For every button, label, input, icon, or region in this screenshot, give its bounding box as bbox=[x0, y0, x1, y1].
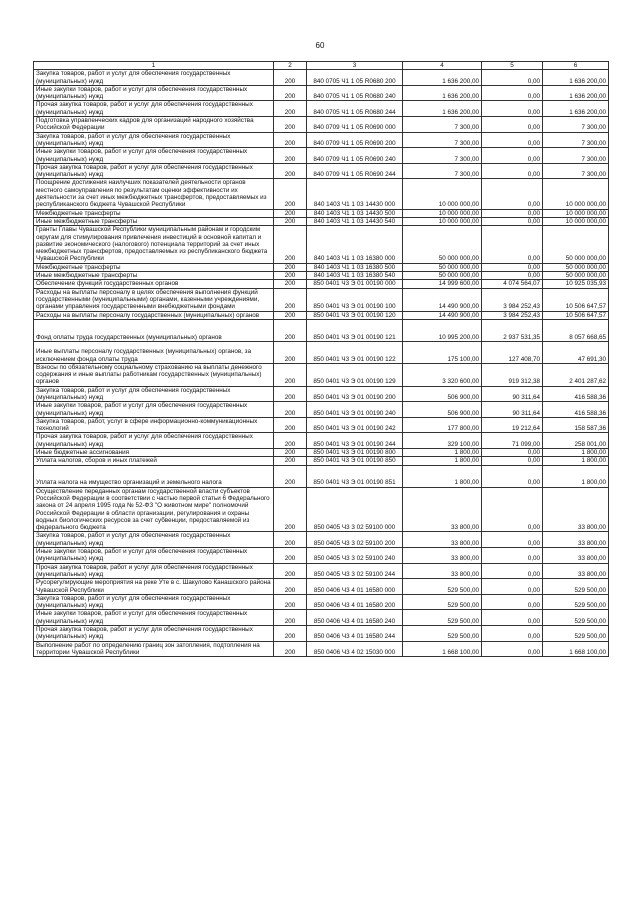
row-code-cell: 200 bbox=[274, 594, 307, 610]
row-classifier-cell: 840 0709 Ч1 1 05 R0690 240 bbox=[307, 148, 403, 164]
row-plan-cell: 1 800,00 bbox=[403, 449, 482, 457]
row-executed-cell: 0,00 bbox=[482, 132, 543, 148]
table-row bbox=[34, 148, 609, 164]
row-code-cell: 200 bbox=[274, 363, 307, 386]
row-name-cell: Иные выплаты персоналу государственных (муниципальных) органов, за исключением фонда оплаты труда bbox=[34, 341, 274, 363]
row-plan-cell: 175 100,00 bbox=[403, 341, 482, 363]
row-name-cell: Закупка товаров, работ и услуг для обеспечения государственных (муниципальных) нужд bbox=[34, 594, 274, 610]
row-plan-cell: 1 636 200,00 bbox=[403, 70, 482, 86]
header-cell: 5 bbox=[482, 62, 543, 70]
row-remaining-cell: 7 300,00 bbox=[543, 148, 609, 164]
row-plan-cell: 506 900,00 bbox=[403, 402, 482, 418]
row-code-cell: 200 bbox=[274, 417, 307, 433]
table-row bbox=[34, 263, 609, 271]
row-classifier-cell: 840 1403 Ч1 1 03 16380 540 bbox=[307, 272, 403, 280]
row-code-cell: 200 bbox=[274, 217, 307, 225]
row-classifier-cell: 840 0705 Ч1 1 05 R0680 200 bbox=[307, 70, 403, 86]
row-plan-cell: 50 000 000,00 bbox=[403, 272, 482, 280]
row-code-cell: 200 bbox=[274, 70, 307, 86]
row-classifier-cell: 850 0406 Ч3 4 01 16580 240 bbox=[307, 610, 403, 626]
row-classifier-cell: 850 0406 Ч3 4 01 16580 200 bbox=[307, 594, 403, 610]
row-plan-cell: 33 800,00 bbox=[403, 487, 482, 532]
row-executed-cell: 0,00 bbox=[482, 579, 543, 595]
row-executed-cell: 0,00 bbox=[482, 85, 543, 101]
table-row bbox=[34, 217, 609, 225]
row-name-cell: Иные межбюджетные трансферты bbox=[34, 217, 274, 225]
table-row bbox=[34, 341, 609, 363]
page-number: 60 bbox=[315, 41, 325, 50]
table-row bbox=[34, 163, 609, 179]
row-remaining-cell: 33 800,00 bbox=[543, 548, 609, 564]
row-code-cell: 200 bbox=[274, 280, 307, 288]
row-executed-cell: 4 074 564,07 bbox=[482, 280, 543, 288]
row-remaining-cell: 1 800,00 bbox=[543, 457, 609, 465]
row-name-cell: Взносы по обязательному социальному страхованию на выплаты денежного содержания и иные выплаты работникам государственных (муниципальных) органов bbox=[34, 363, 274, 386]
row-code-cell: 200 bbox=[274, 263, 307, 271]
row-name-cell: Осуществление переданных органам государственной власти субъектов Российской Федерации в соответствии с частью первой статьи 6 Федерального закона от 24 апреля 1995 года № 52-ФЗ "О животном мире" полномочий Российской Федерации в области организации, регулирования и охраны водных биологических ресурсов за счет субвенции, предоставляемой из федерального бюджета bbox=[34, 487, 274, 532]
row-code-cell: 200 bbox=[274, 117, 307, 133]
row-plan-cell: 1 800,00 bbox=[403, 457, 482, 465]
row-classifier-cell: 850 0405 Ч3 3 02 59100 200 bbox=[307, 532, 403, 548]
row-executed-cell: 3 984 252,43 bbox=[482, 311, 543, 319]
row-plan-cell: 33 800,00 bbox=[403, 532, 482, 548]
budget-table bbox=[33, 61, 609, 657]
row-name-cell: Уплата налогов, сборов и иных платежей bbox=[34, 457, 274, 465]
row-classifier-cell: 840 1403 Ч1 1 03 16380 500 bbox=[307, 263, 403, 271]
row-plan-cell: 50 000 000,00 bbox=[403, 226, 482, 263]
table-row bbox=[34, 641, 609, 657]
row-name-cell: Поощрение достижения наилучших показателей деятельности органов местного самоуправления по результатам оценки эффективности их деятельности за счет иных межбюджетных трансфертов, предоставляемых из республиканского бюджета Чувашской Республики bbox=[34, 179, 274, 209]
row-remaining-cell: 8 057 668,65 bbox=[543, 319, 609, 341]
row-executed-cell: 0,00 bbox=[482, 563, 543, 579]
row-remaining-cell: 7 300,00 bbox=[543, 132, 609, 148]
row-remaining-cell: 33 800,00 bbox=[543, 532, 609, 548]
row-classifier-cell: 850 0405 Ч3 3 02 59100 000 bbox=[307, 487, 403, 532]
row-name-cell: Иные бюджетные ассигнования bbox=[34, 449, 274, 457]
row-executed-cell: 0,00 bbox=[482, 641, 543, 657]
row-plan-cell: 7 300,00 bbox=[403, 148, 482, 164]
row-name-cell: Уплата налога на имущество организаций и земельного налога bbox=[34, 465, 274, 487]
row-remaining-cell: 529 500,00 bbox=[543, 610, 609, 626]
table-body bbox=[34, 70, 609, 657]
row-remaining-cell: 7 300,00 bbox=[543, 163, 609, 179]
row-plan-cell: 529 500,00 bbox=[403, 610, 482, 626]
row-plan-cell: 7 300,00 bbox=[403, 117, 482, 133]
row-name-cell: Гранты Главы Чувашской Республики муниципальным районам и городским округам для стимулирования привлечения инвестиций в основной капитал и развитие экономического (налогового) потенциала территорий за счет иных межбюджетных трансфертов, предоставляемых из республиканского бюджета Чувашской Республики bbox=[34, 226, 274, 263]
row-remaining-cell: 10 000 000,00 bbox=[543, 209, 609, 217]
row-name-cell: Расходы на выплаты персоналу в целях обеспечения выполнения функций государственными (муниципальными) органами, казенными учреждениями, органами управления государственными внебюджетными фондами bbox=[34, 288, 274, 311]
row-plan-cell: 1 668 100,00 bbox=[403, 641, 482, 657]
row-remaining-cell: 1 636 200,00 bbox=[543, 85, 609, 101]
row-code-cell: 200 bbox=[274, 85, 307, 101]
row-code-cell: 200 bbox=[274, 163, 307, 179]
row-remaining-cell: 158 587,36 bbox=[543, 417, 609, 433]
row-executed-cell: 0,00 bbox=[482, 163, 543, 179]
row-plan-cell: 529 500,00 bbox=[403, 626, 482, 642]
row-remaining-cell: 529 500,00 bbox=[543, 579, 609, 595]
row-remaining-cell: 10 506 647,57 bbox=[543, 288, 609, 311]
row-remaining-cell: 416 588,36 bbox=[543, 402, 609, 418]
row-name-cell: Русорегулирующие мероприятия на реке Уте в с. Шакулово Канашского района Чувашской Республики bbox=[34, 579, 274, 595]
row-name-cell: Обеспечение функций государственных органов bbox=[34, 280, 274, 288]
row-code-cell: 200 bbox=[274, 179, 307, 209]
row-name-cell: Иные закупки товаров, работ и услуг для обеспечения государственных (муниципальных) нужд bbox=[34, 85, 274, 101]
table-row bbox=[34, 548, 609, 564]
row-name-cell: Закупка товаров, работ и услуг для обеспечения государственных (муниципальных) нужд bbox=[34, 532, 274, 548]
row-executed-cell: 0,00 bbox=[482, 465, 543, 487]
row-plan-cell: 33 800,00 bbox=[403, 563, 482, 579]
row-remaining-cell: 10 000 000,00 bbox=[543, 179, 609, 209]
row-classifier-cell: 840 1403 Ч1 1 03 16380 000 bbox=[307, 226, 403, 263]
row-remaining-cell: 258 001,00 bbox=[543, 433, 609, 449]
row-executed-cell: 0,00 bbox=[482, 101, 543, 117]
row-code-cell: 200 bbox=[274, 532, 307, 548]
row-name-cell: Прочая закупка товаров, работ и услуг для обеспечения государственных (муниципальных) нужд bbox=[34, 563, 274, 579]
header-cell: 2 bbox=[274, 62, 307, 70]
row-name-cell: Прочая закупка товаров, работ и услуг для обеспечения государственных (муниципальных) нужд bbox=[34, 626, 274, 642]
row-code-cell: 200 bbox=[274, 579, 307, 595]
table-row bbox=[34, 132, 609, 148]
row-plan-cell: 33 800,00 bbox=[403, 548, 482, 564]
row-name-cell: Фонд оплаты труда государственных (муниципальных) органов bbox=[34, 319, 274, 341]
row-plan-cell: 329 100,00 bbox=[403, 433, 482, 449]
row-remaining-cell: 10 925 035,93 bbox=[543, 280, 609, 288]
row-classifier-cell: 850 0401 Ч3 Э 01 00190 122 bbox=[307, 341, 403, 363]
table-row bbox=[34, 319, 609, 341]
table-row bbox=[34, 288, 609, 311]
row-classifier-cell: 850 0406 Ч3 4 01 16580 244 bbox=[307, 626, 403, 642]
row-remaining-cell: 2 401 287,62 bbox=[543, 363, 609, 386]
row-executed-cell: 0,00 bbox=[482, 532, 543, 548]
table-row bbox=[34, 363, 609, 386]
row-plan-cell: 14 999 600,00 bbox=[403, 280, 482, 288]
row-code-cell: 200 bbox=[274, 101, 307, 117]
row-executed-cell: 919 312,38 bbox=[482, 363, 543, 386]
header-row bbox=[34, 62, 609, 70]
row-remaining-cell: 1 668 100,00 bbox=[543, 641, 609, 657]
row-code-cell: 200 bbox=[274, 626, 307, 642]
row-classifier-cell: 850 0406 Ч3 4 02 15030 000 bbox=[307, 641, 403, 657]
row-classifier-cell: 840 0705 Ч1 1 05 R0680 240 bbox=[307, 85, 403, 101]
row-executed-cell: 0,00 bbox=[482, 226, 543, 263]
row-classifier-cell: 850 0406 Ч3 4 01 16580 000 bbox=[307, 579, 403, 595]
row-executed-cell: 90 311,64 bbox=[482, 386, 543, 402]
row-plan-cell: 7 300,00 bbox=[403, 132, 482, 148]
row-code-cell: 200 bbox=[274, 311, 307, 319]
row-plan-cell: 1 636 200,00 bbox=[403, 85, 482, 101]
row-plan-cell: 10 000 000,00 bbox=[403, 209, 482, 217]
row-executed-cell: 2 937 531,35 bbox=[482, 319, 543, 341]
header-cell: 4 bbox=[403, 62, 482, 70]
table-row bbox=[34, 386, 609, 402]
row-remaining-cell: 10 000 000,00 bbox=[543, 217, 609, 225]
row-classifier-cell: 850 0401 Ч3 Э 01 00190 240 bbox=[307, 402, 403, 418]
row-executed-cell: 0,00 bbox=[482, 487, 543, 532]
row-executed-cell: 0,00 bbox=[482, 179, 543, 209]
row-classifier-cell: 850 0401 Ч3 Э 01 00190 129 bbox=[307, 363, 403, 386]
row-plan-cell: 506 900,00 bbox=[403, 386, 482, 402]
row-classifier-cell: 850 0401 Ч3 Э 01 00190 000 bbox=[307, 280, 403, 288]
row-classifier-cell: 840 1403 Ч1 1 03 14430 500 bbox=[307, 209, 403, 217]
table-row bbox=[34, 449, 609, 457]
table-row bbox=[34, 272, 609, 280]
row-classifier-cell: 850 0405 Ч3 3 02 59100 244 bbox=[307, 563, 403, 579]
table-row bbox=[34, 179, 609, 209]
row-code-cell: 200 bbox=[274, 449, 307, 457]
header-cell: 6 bbox=[543, 62, 609, 70]
row-classifier-cell: 850 0401 Ч3 Э 01 00190 850 bbox=[307, 457, 403, 465]
row-plan-cell: 3 320 600,00 bbox=[403, 363, 482, 386]
row-remaining-cell: 529 500,00 bbox=[543, 594, 609, 610]
row-remaining-cell: 1 800,00 bbox=[543, 449, 609, 457]
row-classifier-cell: 850 0405 Ч3 3 02 59100 240 bbox=[307, 548, 403, 564]
row-plan-cell: 10 995 200,00 bbox=[403, 319, 482, 341]
table-row bbox=[34, 117, 609, 133]
row-name-cell: Закупка товаров, работ и услуг для обеспечения государственных (муниципальных) нужд bbox=[34, 386, 274, 402]
row-name-cell: Расходы на выплаты персоналу государственных (муниципальных) органов bbox=[34, 311, 274, 319]
row-classifier-cell: 850 0401 Ч3 Э 01 00190 242 bbox=[307, 417, 403, 433]
row-code-cell: 200 bbox=[274, 433, 307, 449]
table-row bbox=[34, 465, 609, 487]
table-row bbox=[34, 85, 609, 101]
row-name-cell: Иные межбюджетные трансферты bbox=[34, 272, 274, 280]
row-code-cell: 200 bbox=[274, 319, 307, 341]
table-row bbox=[34, 209, 609, 217]
table-row bbox=[34, 101, 609, 117]
row-remaining-cell: 416 588,36 bbox=[543, 386, 609, 402]
row-executed-cell: 0,00 bbox=[482, 117, 543, 133]
row-classifier-cell: 850 0401 Ч3 Э 01 00190 851 bbox=[307, 465, 403, 487]
row-code-cell: 200 bbox=[274, 487, 307, 532]
row-code-cell: 200 bbox=[274, 465, 307, 487]
row-remaining-cell: 1 636 200,00 bbox=[543, 101, 609, 117]
row-code-cell: 200 bbox=[274, 132, 307, 148]
row-code-cell: 200 bbox=[274, 386, 307, 402]
row-executed-cell: 0,00 bbox=[482, 272, 543, 280]
row-executed-cell: 0,00 bbox=[482, 594, 543, 610]
row-plan-cell: 1 800,00 bbox=[403, 465, 482, 487]
table-row bbox=[34, 594, 609, 610]
row-name-cell: Выполнение работ по определению границ зон затопления, подтопления на территории Чувашской Республики bbox=[34, 641, 274, 657]
row-plan-cell: 7 300,00 bbox=[403, 163, 482, 179]
row-name-cell: Иные закупки товаров, работ и услуг для обеспечения государственных (муниципальных) нужд bbox=[34, 148, 274, 164]
row-classifier-cell: 850 0401 Ч3 Э 01 00190 121 bbox=[307, 319, 403, 341]
row-remaining-cell: 33 800,00 bbox=[543, 563, 609, 579]
row-executed-cell: 90 311,64 bbox=[482, 402, 543, 418]
row-code-cell: 200 bbox=[274, 610, 307, 626]
row-classifier-cell: 850 0401 Ч3 Э 01 00190 800 bbox=[307, 449, 403, 457]
row-classifier-cell: 850 0401 Ч3 Э 01 00190 244 bbox=[307, 433, 403, 449]
row-plan-cell: 529 500,00 bbox=[403, 594, 482, 610]
header-cell: 3 bbox=[307, 62, 403, 70]
row-plan-cell: 1 636 200,00 bbox=[403, 101, 482, 117]
table-row bbox=[34, 579, 609, 595]
row-name-cell: Прочая закупка товаров, работ и услуг для обеспечения государственных (муниципальных) нужд bbox=[34, 433, 274, 449]
row-name-cell: Прочая закупка товаров, работ и услуг для обеспечения государственных (муниципальных) нужд bbox=[34, 163, 274, 179]
row-remaining-cell: 529 500,00 bbox=[543, 626, 609, 642]
row-executed-cell: 0,00 bbox=[482, 626, 543, 642]
table-row bbox=[34, 311, 609, 319]
row-executed-cell: 0,00 bbox=[482, 70, 543, 86]
row-classifier-cell: 850 0401 Ч3 Э 01 00190 200 bbox=[307, 386, 403, 402]
row-code-cell: 200 bbox=[274, 641, 307, 657]
row-code-cell: 200 bbox=[274, 288, 307, 311]
row-executed-cell: 19 212,64 bbox=[482, 417, 543, 433]
row-remaining-cell: 50 000 000,00 bbox=[543, 263, 609, 271]
row-executed-cell: 3 984 252,43 bbox=[482, 288, 543, 311]
table-row bbox=[34, 532, 609, 548]
row-executed-cell: 71 099,00 bbox=[482, 433, 543, 449]
row-classifier-cell: 840 0705 Ч1 1 05 R0680 244 bbox=[307, 101, 403, 117]
row-classifier-cell: 840 0709 Ч1 1 05 R0690 244 bbox=[307, 163, 403, 179]
row-name-cell: Иные закупки товаров, работ и услуг для обеспечения государственных (муниципальных) нужд bbox=[34, 402, 274, 418]
row-executed-cell: 0,00 bbox=[482, 148, 543, 164]
table-row bbox=[34, 626, 609, 642]
row-classifier-cell: 840 0709 Ч1 1 05 R0690 200 bbox=[307, 132, 403, 148]
row-code-cell: 200 bbox=[274, 341, 307, 363]
row-remaining-cell: 47 691,30 bbox=[543, 341, 609, 363]
row-code-cell: 200 bbox=[274, 148, 307, 164]
row-remaining-cell: 1 800,00 bbox=[543, 465, 609, 487]
row-name-cell: Закупка товаров, работ и услуг для обеспечения государственных (муниципальных) нужд bbox=[34, 70, 274, 86]
row-classifier-cell: 840 1403 Ч1 1 03 14430 540 bbox=[307, 217, 403, 225]
row-executed-cell: 0,00 bbox=[482, 548, 543, 564]
row-code-cell: 200 bbox=[274, 563, 307, 579]
row-name-cell: Межбюджетные трансферты bbox=[34, 209, 274, 217]
row-name-cell: Иные закупки товаров, работ и услуг для обеспечения государственных (муниципальных) нужд bbox=[34, 610, 274, 626]
row-name-cell: Закупка товаров, работ и услуг для обеспечения государственных (муниципальных) нужд bbox=[34, 132, 274, 148]
table-row bbox=[34, 563, 609, 579]
row-code-cell: 200 bbox=[274, 226, 307, 263]
row-plan-cell: 14 490 900,00 bbox=[403, 288, 482, 311]
header-cell: 1 bbox=[34, 62, 274, 70]
row-plan-cell: 177 800,00 bbox=[403, 417, 482, 433]
row-classifier-cell: 840 1403 Ч1 1 03 14430 000 bbox=[307, 179, 403, 209]
table-row bbox=[34, 457, 609, 465]
row-remaining-cell: 33 800,00 bbox=[543, 487, 609, 532]
row-classifier-cell: 850 0401 Ч3 Э 01 00190 100 bbox=[307, 288, 403, 311]
table-row bbox=[34, 226, 609, 263]
table-row bbox=[34, 433, 609, 449]
row-plan-cell: 529 500,00 bbox=[403, 579, 482, 595]
row-code-cell: 200 bbox=[274, 548, 307, 564]
table-row bbox=[34, 280, 609, 288]
row-classifier-cell: 840 0709 Ч1 1 05 R0690 000 bbox=[307, 117, 403, 133]
row-code-cell: 200 bbox=[274, 402, 307, 418]
row-name-cell: Иные закупки товаров, работ и услуг для обеспечения государственных (муниципальных) нужд bbox=[34, 548, 274, 564]
row-remaining-cell: 7 300,00 bbox=[543, 117, 609, 133]
row-executed-cell: 0,00 bbox=[482, 263, 543, 271]
table-row bbox=[34, 417, 609, 433]
row-executed-cell: 0,00 bbox=[482, 217, 543, 225]
row-executed-cell: 127 408,70 bbox=[482, 341, 543, 363]
table-row bbox=[34, 70, 609, 86]
row-plan-cell: 10 000 000,00 bbox=[403, 217, 482, 225]
row-remaining-cell: 10 506 647,57 bbox=[543, 311, 609, 319]
table-row bbox=[34, 487, 609, 532]
row-code-cell: 200 bbox=[274, 209, 307, 217]
row-executed-cell: 0,00 bbox=[482, 457, 543, 465]
table-row bbox=[34, 402, 609, 418]
row-plan-cell: 50 000 000,00 bbox=[403, 263, 482, 271]
table-row bbox=[34, 610, 609, 626]
row-code-cell: 200 bbox=[274, 272, 307, 280]
row-name-cell: Прочая закупка товаров, работ и услуг для обеспечения государственных (муниципальных) нужд bbox=[34, 101, 274, 117]
row-name-cell: Подготовка управленческих кадров для организаций народного хозяйства Российской Федерации bbox=[34, 117, 274, 133]
row-remaining-cell: 50 000 000,00 bbox=[543, 226, 609, 263]
row-remaining-cell: 50 000 000,00 bbox=[543, 272, 609, 280]
row-remaining-cell: 1 636 200,00 bbox=[543, 70, 609, 86]
row-plan-cell: 10 000 000,00 bbox=[403, 179, 482, 209]
row-executed-cell: 0,00 bbox=[482, 449, 543, 457]
row-name-cell: Закупка товаров, работ, услуг в сфере информационно-коммуникационных технологий bbox=[34, 417, 274, 433]
row-executed-cell: 0,00 bbox=[482, 610, 543, 626]
row-code-cell: 200 bbox=[274, 457, 307, 465]
row-classifier-cell: 850 0401 Ч3 Э 01 00190 120 bbox=[307, 311, 403, 319]
row-plan-cell: 14 490 900,00 bbox=[403, 311, 482, 319]
table-header bbox=[34, 62, 609, 70]
row-executed-cell: 0,00 bbox=[482, 209, 543, 217]
row-name-cell: Межбюджетные трансферты bbox=[34, 263, 274, 271]
